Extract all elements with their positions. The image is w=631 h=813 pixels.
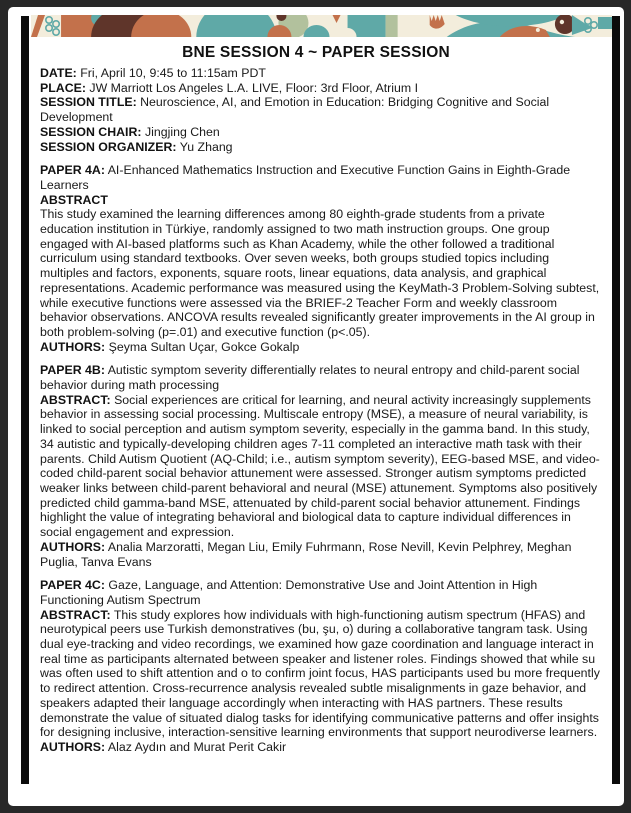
chair-label: SESSION CHAIR: bbox=[40, 124, 142, 139]
authors-row bbox=[40, 540, 601, 569]
abstract-heading bbox=[40, 193, 601, 208]
page-title: BNE SESSION 4 ~ PAPER SESSION bbox=[182, 44, 450, 61]
authors-row bbox=[40, 740, 601, 755]
paper-title: Gaze, Language, and Attention: Demonstrative Use and Joint Attention in High Functioning Autism Spectrum bbox=[40, 578, 538, 607]
flyer-page bbox=[8, 7, 624, 806]
left-border-bar bbox=[21, 16, 29, 784]
paper-title-row bbox=[40, 163, 601, 192]
organizer-value: Yu Zhang bbox=[179, 139, 233, 154]
abstract-row bbox=[40, 608, 601, 740]
paper-id: PAPER 4B: bbox=[40, 363, 105, 378]
chair-value: Jingjing Chen bbox=[144, 124, 220, 139]
session-title-row bbox=[40, 95, 601, 124]
paper-title: Autistic symptom severity differentially relates to neural entropy and child-parent social behavior during math processing bbox=[40, 363, 580, 393]
paper-title-row bbox=[40, 363, 601, 392]
chair-row bbox=[40, 125, 601, 140]
authors-label: AUTHORS: bbox=[40, 339, 106, 354]
place-label: PLACE: bbox=[40, 80, 86, 95]
right-border-bar bbox=[612, 16, 620, 784]
paper-id: PAPER 4A: bbox=[40, 163, 105, 178]
decorative-banner bbox=[31, 15, 612, 37]
session-title-value: Neuroscience, AI, and Emotion in Education: Bridging Cognitive and Social Development bbox=[40, 95, 550, 125]
banner-collage-art bbox=[31, 15, 612, 37]
paper-section-4c bbox=[40, 578, 601, 754]
session-title-label: SESSION TITLE: bbox=[40, 95, 137, 110]
paper-title: AI-Enhanced Mathematics Instruction and Executive Function Gains in Eighth-Grade Learners bbox=[40, 163, 571, 192]
abstract-label: ABSTRACT: bbox=[40, 607, 111, 622]
organizer-label: SESSION ORGANIZER: bbox=[40, 139, 177, 154]
abstract-text: This study examined the learning differences among 80 eighth-grade students from a private education institution in Türkiye, randomly assigned to two math instruction groups. One group engaged with AI-based platforms such as Khan Academy, while the other followed a traditional curriculum using standard textbooks. Over seven weeks, both groups studied topics including multiples and factors, exponents, square roots, linear equations, data analysis, and graphical representations. Academic performance was measured using the KeyMath-3 Problem-Solving subtest, while executive functions were assessed via the BRIEF-2 Teacher Form and weekly classroom behavior observations. ANCOVA results revealed significantly greater improvements in the AI group in both problem-solving (p=.01) and executive function (p<.05). bbox=[40, 207, 600, 339]
authors-label: AUTHORS: bbox=[40, 539, 106, 554]
paper-title-row bbox=[40, 578, 601, 607]
place-value: JW Marriott Los Angeles L.A. LIVE, Floor: 3rd Floor, Atrium I bbox=[89, 80, 418, 95]
authors-value: Şeyma Sultan Uçar, Gokce Gokalp bbox=[108, 339, 300, 354]
paper-section-4b bbox=[40, 363, 601, 569]
abstract-label: ABSTRACT: bbox=[40, 392, 111, 407]
date-label: DATE: bbox=[40, 66, 77, 80]
paper-section-4a bbox=[40, 163, 601, 354]
paper-id: PAPER 4C: bbox=[40, 578, 105, 593]
content bbox=[40, 66, 601, 755]
organizer-row bbox=[40, 140, 601, 155]
authors-row bbox=[40, 340, 601, 355]
date-value: Fri, April 10, 9:45 to 11:15am PDT bbox=[80, 66, 266, 80]
authors-value: Alaz Aydın and Murat Perit Cakir bbox=[107, 739, 287, 754]
abstract-text: Social experiences are critical for learning, and neural activity increasingly supplements behavior in assessing social processing. Multiscale entropy (MSE), a measure of neural variability, is linked to social perception and autism symptom severity, especially in the gamma band. In this study, 34 autistic and typically-developing children ages 7-11 completed an interactive math task with their parents. Child Autism Quotient (AQ-Child; i.e., autism symptom severity), EEG-based MSE, and video-coded child-parent social behavior attunement were assessed. Stronger autism symptoms predicted weaker links between child-parent behavioral and neural (MSE) attunement. Symptoms also positively predicted child gamma-band MSE, attenuated by child-parent social behavior attunement. Findings highlight the value of integrating behavioral and biological data to capture individual differences in social engagement and expression. bbox=[40, 392, 600, 540]
place-row bbox=[40, 81, 601, 96]
abstract-text: This study explores how individuals with high-functioning autism spectrum (HFAS) and neurotypical peers use Turkish demonstratives (bu, şu, o) during a collaborative tangram task. Using dual eye-tracking and video recordings, we examined how gaze coordination and language interact in real time as participants alternated between speaker and listener roles. Findings showed that while su was often used to shift attention and o to confirm joint focus, HAS participants used bu more frequently to redirect attention. Cross-recurrence analysis revealed subtle misalignments in gaze behavior, and speakers adapted their language accordingly when interacting with HAS partners. These results demonstrate the value of situated dialog tasks for identifying communicative patterns and offer insights for designing inclusive, interaction-sensitive learning environments that support neurodiverse learners. bbox=[40, 607, 600, 740]
authors-label: AUTHORS: bbox=[40, 739, 106, 754]
authors-value: Analia Marzoratti, Megan Liu, Emily Fuhrmann, Rose Nevill, Kevin Pelphrey, Meghan Puglia, Tanva Evans bbox=[40, 539, 572, 569]
session-info bbox=[40, 66, 601, 154]
abstract-row bbox=[40, 393, 601, 540]
abstract-label: ABSTRACT bbox=[40, 192, 108, 207]
date-row bbox=[40, 66, 601, 81]
